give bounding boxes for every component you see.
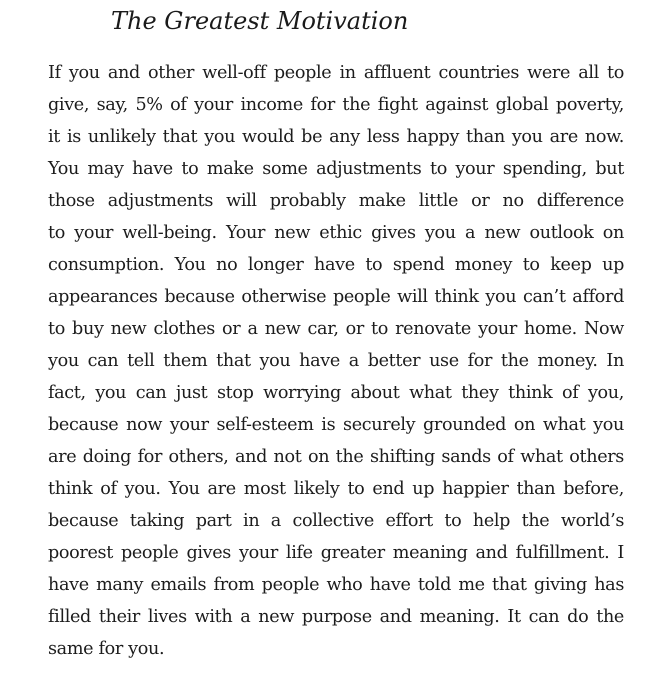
paragraph-line: You may have to make some adjustments to your spending, but — [48, 159, 624, 179]
paragraph-line: to your well-being. Your new ethic gives you a new outlook on — [48, 223, 624, 243]
section-heading: The Greatest Motivation — [111, 7, 409, 35]
paragraph-line: give, say, 5% of your income for the fight against global poverty, — [48, 95, 624, 115]
paragraph-line: think of you. You are most likely to end up happier than before, — [48, 479, 624, 499]
paragraph-line: are doing for others, and not on the shifting sands of what others — [48, 447, 624, 467]
paragraph-line: fact, you can just stop worrying about what they think of you, — [48, 383, 624, 403]
paragraph-line: because now your self-esteem is securely grounded on what you — [48, 415, 624, 435]
paragraph-line: poorest people gives your life greater meaning and fulfillment. I — [48, 543, 624, 563]
paragraph-line: you can tell them that you have a better use for the money. In — [48, 351, 624, 371]
paragraph-line: have many emails from people who have told me that giving has — [48, 575, 624, 595]
paragraph-line: those adjustments will probably make little or no difference — [48, 191, 624, 211]
paragraph-line: If you and other well-off people in affluent countries were all to — [48, 63, 624, 83]
paragraph-line: because taking part in a collective effort to help the world’s — [48, 511, 624, 531]
paragraph-line: consumption. You no longer have to spend money to keep up — [48, 255, 624, 275]
paragraph-line: filled their lives with a new purpose and meaning. It can do the — [48, 607, 624, 627]
paragraph-line: appearances because otherwise people will think you can’t afford — [48, 287, 624, 307]
paragraph-line: same for you. — [48, 639, 165, 659]
body-paragraph — [48, 57, 624, 665]
paragraph-line: it is unlikely that you would be any less happy than you are now. — [48, 127, 624, 147]
paragraph-line: to buy new clothes or a new car, or to renovate your home. Now — [48, 319, 624, 339]
